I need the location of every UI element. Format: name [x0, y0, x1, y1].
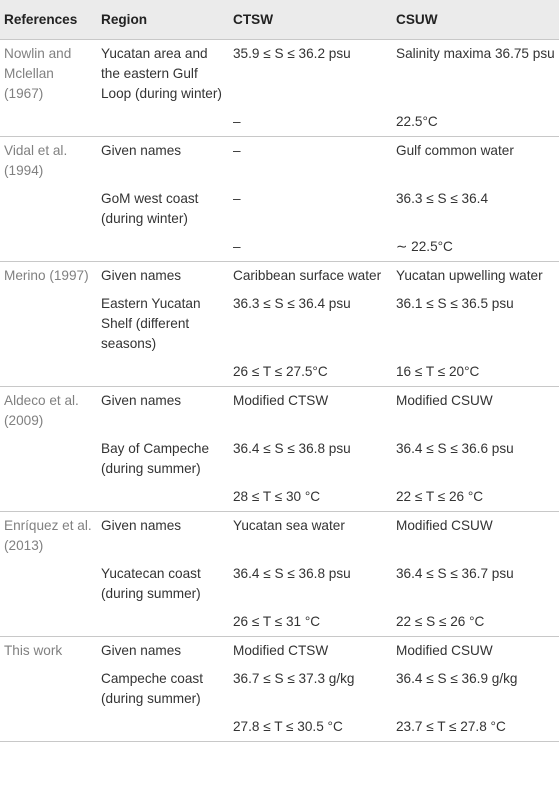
table-row [0, 560, 559, 608]
table-row [0, 665, 559, 713]
cell-reference: Aldeco et al. (2009) [4, 393, 79, 428]
cell-region: Given names [101, 143, 182, 158]
table-row [0, 608, 559, 637]
table-header [0, 0, 559, 40]
cell-csuw: ∼ 22.5°C [392, 233, 559, 262]
cell-csuw: 36.4 ≤ S ≤ 36.6 psu [396, 441, 514, 456]
cell-region: Given names [101, 643, 182, 658]
cell-ctsw: Modified CTSW [233, 643, 329, 658]
cell-ctsw: Yucatan sea water [233, 518, 345, 533]
cell-ctsw: 36.4 ≤ S ≤ 36.8 psu [233, 566, 351, 581]
cell-region [97, 608, 229, 637]
table-row [0, 108, 559, 137]
cell-csuw: Yucatan upwelling water [396, 268, 543, 283]
cell-csuw: 23.7 ≤ T ≤ 27.8 °C [392, 713, 559, 742]
cell-ctsw: 28 ≤ T ≤ 30 °C [229, 483, 392, 512]
table-row [0, 290, 559, 358]
cell-region: Given names [101, 518, 182, 533]
cell-ctsw: – [229, 233, 392, 262]
cell-ctsw: – [233, 191, 241, 206]
cell-region: Given names [101, 268, 182, 283]
cell-csuw: 36.3 ≤ S ≤ 36.4 [396, 191, 489, 206]
cell-reference [0, 608, 97, 637]
table-row [0, 637, 559, 666]
header-region: Region [97, 0, 229, 40]
cell-ctsw: – [233, 143, 241, 158]
cell-csuw: Modified CSUW [396, 643, 493, 658]
cell-reference: Nowlin and Mclellan (1967) [4, 46, 72, 101]
cell-reference: Enríquez et al. (2013) [4, 518, 92, 553]
cell-reference [0, 290, 97, 358]
cell-region: Given names [101, 393, 182, 408]
table-row [0, 435, 559, 483]
cell-ctsw: – [229, 108, 392, 137]
cell-ctsw: 36.7 ≤ S ≤ 37.3 g/kg [233, 671, 355, 686]
cell-ctsw: 36.3 ≤ S ≤ 36.4 psu [233, 296, 351, 311]
table-row [0, 387, 559, 436]
cell-csuw: 36.1 ≤ S ≤ 36.5 psu [396, 296, 514, 311]
header-references: References [0, 0, 97, 40]
cell-csuw: 22.5°C [392, 108, 559, 137]
cell-csuw: 36.4 ≤ S ≤ 36.7 psu [396, 566, 514, 581]
cell-region: GoM west coast (during winter) [101, 191, 199, 226]
cell-region [97, 358, 229, 387]
table-row [0, 233, 559, 262]
cell-csuw: Salinity maxima 36.75 psu [396, 46, 555, 61]
table-body [0, 40, 559, 742]
cell-reference [0, 108, 97, 137]
cell-ctsw: 35.9 ≤ S ≤ 36.2 psu [233, 46, 351, 61]
cell-ctsw: 26 ≤ T ≤ 31 °C [229, 608, 392, 637]
cell-reference [0, 665, 97, 713]
cell-csuw: 36.4 ≤ S ≤ 36.9 g/kg [396, 671, 518, 686]
cell-reference: This work [4, 643, 63, 658]
table-row [0, 40, 559, 109]
cell-reference [0, 358, 97, 387]
cell-csuw: 16 ≤ T ≤ 20°C [392, 358, 559, 387]
cell-region: Bay of Campeche (during summer) [101, 441, 210, 476]
cell-reference [0, 560, 97, 608]
table-row [0, 358, 559, 387]
header-csuw: CSUW [392, 0, 559, 40]
cell-ctsw: 27.8 ≤ T ≤ 30.5 °C [229, 713, 392, 742]
cell-region [97, 233, 229, 262]
cell-reference [0, 185, 97, 233]
table-row [0, 512, 559, 561]
table-row [0, 713, 559, 742]
table-row [0, 137, 559, 186]
cell-reference [0, 713, 97, 742]
cell-csuw: 22 ≤ T ≤ 26 °C [392, 483, 559, 512]
cell-ctsw: 26 ≤ T ≤ 27.5°C [229, 358, 392, 387]
cell-ctsw: Modified CTSW [233, 393, 329, 408]
cell-reference [0, 435, 97, 483]
cell-csuw: Modified CSUW [396, 518, 493, 533]
cell-ctsw: Caribbean surface water [233, 268, 382, 283]
table-row [0, 483, 559, 512]
cell-ctsw: 36.4 ≤ S ≤ 36.8 psu [233, 441, 351, 456]
cell-csuw: Gulf common water [396, 143, 514, 158]
cell-reference: Merino (1997) [4, 268, 89, 283]
cell-reference: Vidal et al. (1994) [4, 143, 68, 178]
header-row [0, 0, 559, 40]
cell-region: Campeche coast (during summer) [101, 671, 204, 706]
cell-csuw: 22 ≤ S ≤ 26 °C [392, 608, 559, 637]
cell-reference [0, 233, 97, 262]
table-row [0, 185, 559, 233]
cell-region [97, 713, 229, 742]
cell-region [97, 483, 229, 512]
cell-csuw: Modified CSUW [396, 393, 493, 408]
cell-region: Eastern Yucatan Shelf (different seasons) [101, 296, 201, 351]
cell-region [97, 108, 229, 137]
cell-region: Yucatecan coast (during summer) [101, 566, 201, 601]
header-ctsw: CTSW [229, 0, 392, 40]
table-row [0, 262, 559, 291]
cell-reference [0, 483, 97, 512]
cell-region: Yucatan area and the eastern Gulf Loop (during winter) [101, 46, 222, 101]
